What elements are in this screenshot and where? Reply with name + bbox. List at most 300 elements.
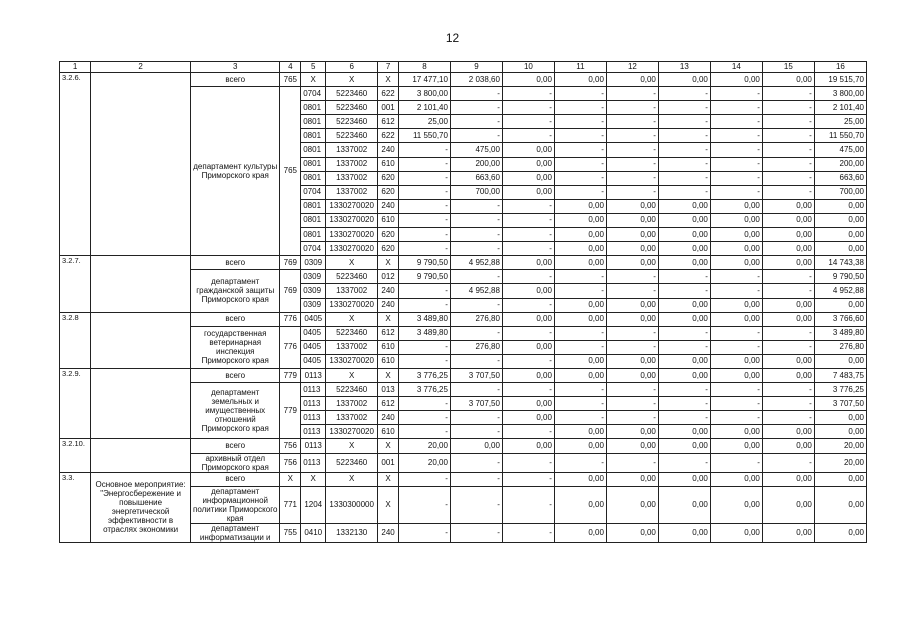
- table-cell: -: [606, 157, 658, 171]
- table-cell: -: [450, 213, 502, 227]
- table-cell: 0,00: [710, 486, 762, 523]
- table-cell: -: [502, 101, 554, 115]
- table-cell: 0410: [301, 523, 326, 542]
- table-cell: -: [710, 115, 762, 129]
- table-cell: -: [710, 129, 762, 143]
- table-cell: -: [762, 129, 814, 143]
- table-cell: -: [450, 354, 502, 368]
- department-name: департамент гражданской защиты Приморского края: [191, 270, 280, 312]
- budget-table: [59, 61, 867, 543]
- table-cell: 620: [378, 228, 399, 242]
- table-cell: 1337002: [326, 340, 378, 354]
- table-cell: 700,00: [814, 185, 866, 199]
- table-cell: 17 477,10: [398, 73, 450, 87]
- column-header: 6: [326, 62, 378, 73]
- table-cell: 0,00: [814, 298, 866, 312]
- table-cell: 475,00: [450, 143, 502, 157]
- table-cell: 610: [378, 157, 399, 171]
- table-cell: 0801: [301, 101, 326, 115]
- table-cell: 276,80: [450, 340, 502, 354]
- table-cell: 013: [378, 383, 399, 397]
- table-cell: 0801: [301, 115, 326, 129]
- table-cell: -: [502, 199, 554, 213]
- table-cell: 0801: [301, 228, 326, 242]
- table-cell: 0,00: [762, 354, 814, 368]
- table-cell: 0,00: [814, 472, 866, 486]
- table-cell: -: [658, 115, 710, 129]
- table-cell: 5223460: [326, 101, 378, 115]
- table-cell: -: [398, 472, 450, 486]
- table-cell: -: [554, 397, 606, 411]
- table-cell: 0,00: [710, 472, 762, 486]
- table-cell: 0,00: [658, 213, 710, 227]
- table-cell: 0,00: [814, 199, 866, 213]
- table-cell: 0,00: [502, 256, 554, 270]
- table-cell: 0,00: [710, 242, 762, 256]
- table-cell: 1337002: [326, 284, 378, 298]
- table-cell: 0,00: [606, 228, 658, 242]
- table-cell: 0,00: [762, 228, 814, 242]
- table-cell: 0,00: [658, 256, 710, 270]
- table-cell: -: [450, 298, 502, 312]
- column-number-row: [60, 62, 867, 73]
- department-name: департамент земельных и имущественных отношений Приморского края: [191, 383, 280, 439]
- table-cell: -: [554, 115, 606, 129]
- table-cell: 0,00: [554, 486, 606, 523]
- table-cell: 0,00: [762, 298, 814, 312]
- table-cell: 0,00: [606, 242, 658, 256]
- table-cell: 0,00: [762, 425, 814, 439]
- table-cell: -: [554, 87, 606, 101]
- table-cell: -: [658, 87, 710, 101]
- table-cell: -: [762, 397, 814, 411]
- table-cell: Х: [326, 312, 378, 326]
- table-cell: 0,00: [606, 523, 658, 542]
- table-cell: Х: [326, 368, 378, 382]
- table-cell: -: [762, 326, 814, 340]
- table-cell: 3 707,50: [814, 397, 866, 411]
- table-cell: 9 790,50: [398, 256, 450, 270]
- table-cell: 0,00: [502, 171, 554, 185]
- table-cell: -: [502, 115, 554, 129]
- column-header: 15: [762, 62, 814, 73]
- table-cell: 3 489,80: [814, 326, 866, 340]
- table-cell: -: [450, 270, 502, 284]
- table-cell: 1337002: [326, 397, 378, 411]
- table-cell: Х: [326, 256, 378, 270]
- column-header: 12: [606, 62, 658, 73]
- table-cell: 0,00: [502, 143, 554, 157]
- table-cell: 0,00: [554, 472, 606, 486]
- table-cell: -: [606, 326, 658, 340]
- table-cell: -: [554, 101, 606, 115]
- table-cell: 4 952,88: [814, 284, 866, 298]
- table-cell: -: [398, 425, 450, 439]
- table-cell: 0,00: [710, 298, 762, 312]
- table-cell: -: [398, 157, 450, 171]
- table-cell: 3 489,80: [398, 326, 450, 340]
- table-cell: 0801: [301, 213, 326, 227]
- table-cell: -: [658, 270, 710, 284]
- table-cell: 0113: [301, 453, 326, 472]
- table-cell: -: [606, 87, 658, 101]
- table-cell: -: [606, 411, 658, 425]
- table-cell: 4 952,88: [450, 256, 502, 270]
- table-cell: -: [554, 185, 606, 199]
- table-cell: 620: [378, 171, 399, 185]
- table-cell: 0405: [301, 354, 326, 368]
- table-cell: -: [398, 284, 450, 298]
- table-cell: 012: [378, 270, 399, 284]
- table-cell: -: [398, 199, 450, 213]
- table-cell: -: [606, 185, 658, 199]
- table-cell: -: [554, 129, 606, 143]
- table-row: [60, 368, 867, 382]
- column-header: 2: [91, 62, 191, 73]
- table-cell: -: [554, 284, 606, 298]
- table-cell: -: [710, 143, 762, 157]
- table-cell: 200,00: [450, 157, 502, 171]
- column-header: 10: [502, 62, 554, 73]
- table-cell: 1330270020: [326, 199, 378, 213]
- table-cell: 663,60: [450, 171, 502, 185]
- table-cell: -: [762, 171, 814, 185]
- table-cell: -: [502, 486, 554, 523]
- table-cell: -: [606, 171, 658, 185]
- table-cell: -: [658, 129, 710, 143]
- table-cell: 1330270020: [326, 242, 378, 256]
- table-cell: -: [398, 523, 450, 542]
- table-cell: 0,00: [450, 439, 502, 453]
- table-cell: 0,00: [554, 368, 606, 382]
- table-cell: 0,00: [762, 439, 814, 453]
- table-cell: 0,00: [502, 284, 554, 298]
- table-cell: 0,00: [814, 213, 866, 227]
- total-label: всего: [191, 256, 280, 270]
- table-cell: 620: [378, 242, 399, 256]
- table-cell: 0113: [301, 439, 326, 453]
- table-cell: 0,00: [658, 439, 710, 453]
- table-cell: -: [710, 411, 762, 425]
- table-cell: 0,00: [502, 411, 554, 425]
- table-cell: -: [658, 185, 710, 199]
- table-cell: 0,00: [710, 312, 762, 326]
- table-cell: 0,00: [814, 354, 866, 368]
- table-cell: 11 550,70: [398, 129, 450, 143]
- table-cell: 0,00: [502, 439, 554, 453]
- table-cell: 0,00: [762, 486, 814, 523]
- table-cell: -: [762, 453, 814, 472]
- table-cell: 11 550,70: [814, 129, 866, 143]
- table-cell: -: [554, 157, 606, 171]
- table-cell: 0,00: [606, 472, 658, 486]
- table-cell: 0,00: [762, 199, 814, 213]
- table-cell: Х: [378, 312, 399, 326]
- table-cell: 769: [280, 256, 301, 270]
- department-name: департамент информатизации и: [191, 523, 280, 542]
- table-cell: 610: [378, 213, 399, 227]
- table-cell: 0801: [301, 199, 326, 213]
- column-header: 11: [554, 62, 606, 73]
- table-cell: 20,00: [814, 453, 866, 472]
- table-cell: -: [710, 171, 762, 185]
- table-cell: 25,00: [814, 115, 866, 129]
- table-row: [60, 472, 867, 486]
- table-cell: 9 790,50: [398, 270, 450, 284]
- table-row: [60, 73, 867, 87]
- table-cell: 620: [378, 185, 399, 199]
- column-header: 13: [658, 62, 710, 73]
- table-cell: -: [658, 453, 710, 472]
- table-cell: -: [398, 354, 450, 368]
- table-cell: 1337002: [326, 171, 378, 185]
- item-number: 3.2.10.: [60, 439, 91, 472]
- table-cell: 0,00: [554, 523, 606, 542]
- table-cell: -: [606, 453, 658, 472]
- table-cell: 0,00: [710, 354, 762, 368]
- table-cell: 0405: [301, 340, 326, 354]
- table-cell: 2 038,60: [450, 73, 502, 87]
- table-cell: 240: [378, 199, 399, 213]
- table-cell: 622: [378, 129, 399, 143]
- column-header: 5: [301, 62, 326, 73]
- table-cell: -: [658, 157, 710, 171]
- total-label: всего: [191, 368, 280, 382]
- table-cell: 3 776,25: [814, 383, 866, 397]
- table-row: [60, 439, 867, 453]
- table-cell: -: [398, 143, 450, 157]
- table-cell: -: [502, 453, 554, 472]
- table-cell: 3 489,80: [398, 312, 450, 326]
- table-cell: -: [502, 354, 554, 368]
- table-cell: 001: [378, 453, 399, 472]
- table-cell: 0,00: [762, 523, 814, 542]
- table-cell: 0,00: [658, 312, 710, 326]
- table-cell: -: [658, 326, 710, 340]
- department-name: государственная ветеринарная инспекция Приморского края: [191, 326, 280, 368]
- table-cell: 1337002: [326, 185, 378, 199]
- table-cell: Х: [378, 472, 399, 486]
- table-cell: -: [450, 101, 502, 115]
- table-cell: -: [502, 326, 554, 340]
- column-header: 3: [191, 62, 280, 73]
- table-cell: 14 743,38: [814, 256, 866, 270]
- column-header: 7: [378, 62, 399, 73]
- table-cell: -: [450, 228, 502, 242]
- table-cell: 0,00: [658, 425, 710, 439]
- table-cell: 0309: [301, 284, 326, 298]
- table-cell: -: [554, 340, 606, 354]
- table-cell: 612: [378, 115, 399, 129]
- table-cell: 0,00: [762, 256, 814, 270]
- table-cell: 9 790,50: [814, 270, 866, 284]
- table-cell: 3 707,50: [450, 397, 502, 411]
- table-cell: 663,60: [814, 171, 866, 185]
- table-cell: 2 101,40: [814, 101, 866, 115]
- table-cell: 0,00: [658, 523, 710, 542]
- table-cell: -: [554, 270, 606, 284]
- item-name-cell: [91, 256, 191, 312]
- table-cell: 622: [378, 87, 399, 101]
- total-label: всего: [191, 73, 280, 87]
- table-cell: 0,00: [658, 199, 710, 213]
- table-cell: -: [606, 383, 658, 397]
- total-label: всего: [191, 472, 280, 486]
- table-cell: -: [606, 129, 658, 143]
- table-row: [60, 312, 867, 326]
- table-cell: 240: [378, 411, 399, 425]
- table-cell: -: [762, 115, 814, 129]
- table-cell: 0801: [301, 157, 326, 171]
- table-cell: 0113: [301, 383, 326, 397]
- table-cell: 0,00: [606, 213, 658, 227]
- table-cell: 0,00: [502, 368, 554, 382]
- table-cell: 1330270020: [326, 354, 378, 368]
- table-cell: -: [762, 383, 814, 397]
- table-cell: -: [450, 242, 502, 256]
- table-cell: 0,00: [814, 242, 866, 256]
- table-cell: 20,00: [814, 439, 866, 453]
- table-cell: Х: [378, 486, 399, 523]
- table-cell: 0,00: [606, 368, 658, 382]
- table-cell: -: [762, 411, 814, 425]
- table-cell: 0,00: [710, 213, 762, 227]
- table-cell: -: [606, 101, 658, 115]
- table-cell: -: [606, 397, 658, 411]
- table-cell: Х: [378, 439, 399, 453]
- column-header: 1: [60, 62, 91, 73]
- item-name-cell: [91, 73, 191, 256]
- table-cell: 0309: [301, 270, 326, 284]
- table-cell: -: [710, 284, 762, 298]
- table-cell: 0,00: [606, 354, 658, 368]
- table-cell: 0113: [301, 368, 326, 382]
- table-cell: -: [502, 425, 554, 439]
- table-cell: -: [398, 228, 450, 242]
- table-cell: 1337002: [326, 411, 378, 425]
- table-cell: -: [762, 157, 814, 171]
- table-cell: 0,00: [710, 439, 762, 453]
- table-cell: 276,80: [814, 340, 866, 354]
- table-cell: Х: [326, 439, 378, 453]
- table-cell: 240: [378, 143, 399, 157]
- table-cell: 0,00: [554, 73, 606, 87]
- table-cell: 0,00: [762, 213, 814, 227]
- table-cell: 1330270020: [326, 425, 378, 439]
- table-cell: 5223460: [326, 383, 378, 397]
- table-cell: 0405: [301, 312, 326, 326]
- table-cell: 0,00: [606, 256, 658, 270]
- table-cell: 776: [280, 312, 301, 326]
- table-cell: 765: [280, 73, 301, 87]
- table-cell: 0,00: [554, 354, 606, 368]
- table-row: [60, 256, 867, 270]
- table-cell: 5223460: [326, 115, 378, 129]
- table-cell: 0,00: [762, 368, 814, 382]
- table-cell: 0,00: [762, 73, 814, 87]
- table-cell: -: [502, 298, 554, 312]
- table-cell: -: [710, 326, 762, 340]
- column-header: 14: [710, 62, 762, 73]
- table-cell: -: [502, 228, 554, 242]
- table-cell: 0,00: [710, 425, 762, 439]
- item-name-cell: [91, 439, 191, 472]
- column-header: 8: [398, 62, 450, 73]
- table-cell: -: [762, 340, 814, 354]
- table-cell: -: [398, 213, 450, 227]
- table-cell: -: [710, 101, 762, 115]
- table-cell: 610: [378, 425, 399, 439]
- table-cell: -: [398, 171, 450, 185]
- table-cell: 771: [280, 486, 301, 523]
- table-cell: 0,00: [606, 298, 658, 312]
- table-cell: 5223460: [326, 326, 378, 340]
- table-cell: 240: [378, 298, 399, 312]
- table-cell: -: [710, 87, 762, 101]
- table-cell: 0,00: [554, 298, 606, 312]
- table-cell: 25,00: [398, 115, 450, 129]
- table-cell: 0,00: [502, 340, 554, 354]
- table-cell: -: [450, 523, 502, 542]
- department-name: архивный отдел Приморского края: [191, 453, 280, 472]
- table-cell: 5223460: [326, 270, 378, 284]
- table-cell: 0,00: [606, 312, 658, 326]
- table-cell: 3 800,00: [814, 87, 866, 101]
- table-cell: 756: [280, 439, 301, 453]
- column-header: 4: [280, 62, 301, 73]
- table-cell: 0,00: [710, 256, 762, 270]
- table-cell: 0,00: [554, 242, 606, 256]
- table-cell: -: [398, 185, 450, 199]
- department-code: 756: [280, 453, 301, 472]
- table-cell: -: [398, 242, 450, 256]
- table-cell: 3 707,50: [450, 368, 502, 382]
- table-cell: -: [710, 157, 762, 171]
- table-cell: Х: [378, 256, 399, 270]
- table-cell: 1330270020: [326, 213, 378, 227]
- table-cell: -: [762, 101, 814, 115]
- activity-name: Основное мероприятие: "Энергосбережение и повышение энергетической эффективности в отраслях экономики: [91, 472, 191, 542]
- item-number: 3.2.7.: [60, 256, 91, 312]
- table-cell: 0,00: [502, 312, 554, 326]
- table-cell: 19 515,70: [814, 73, 866, 87]
- table-cell: 0113: [301, 397, 326, 411]
- table-cell: -: [762, 185, 814, 199]
- table-cell: 0,00: [814, 411, 866, 425]
- table-cell: -: [450, 129, 502, 143]
- table-cell: 700,00: [450, 185, 502, 199]
- department-code: 769: [280, 270, 301, 312]
- table-cell: 0,00: [814, 228, 866, 242]
- table-cell: 3 776,25: [398, 368, 450, 382]
- table-cell: Х: [378, 73, 399, 87]
- table-cell: -: [450, 115, 502, 129]
- table-cell: -: [658, 284, 710, 298]
- table-cell: -: [658, 411, 710, 425]
- total-label: всего: [191, 312, 280, 326]
- department-name: департамент информационной политики Приморского края: [191, 486, 280, 523]
- table-cell: 276,80: [450, 312, 502, 326]
- column-header: 16: [814, 62, 866, 73]
- table-cell: -: [658, 171, 710, 185]
- item-name-cell: [91, 312, 191, 368]
- table-cell: 610: [378, 354, 399, 368]
- table-cell: -: [450, 326, 502, 340]
- table-cell: 200,00: [814, 157, 866, 171]
- table-cell: 0,00: [502, 157, 554, 171]
- table-cell: -: [762, 284, 814, 298]
- table-cell: -: [502, 213, 554, 227]
